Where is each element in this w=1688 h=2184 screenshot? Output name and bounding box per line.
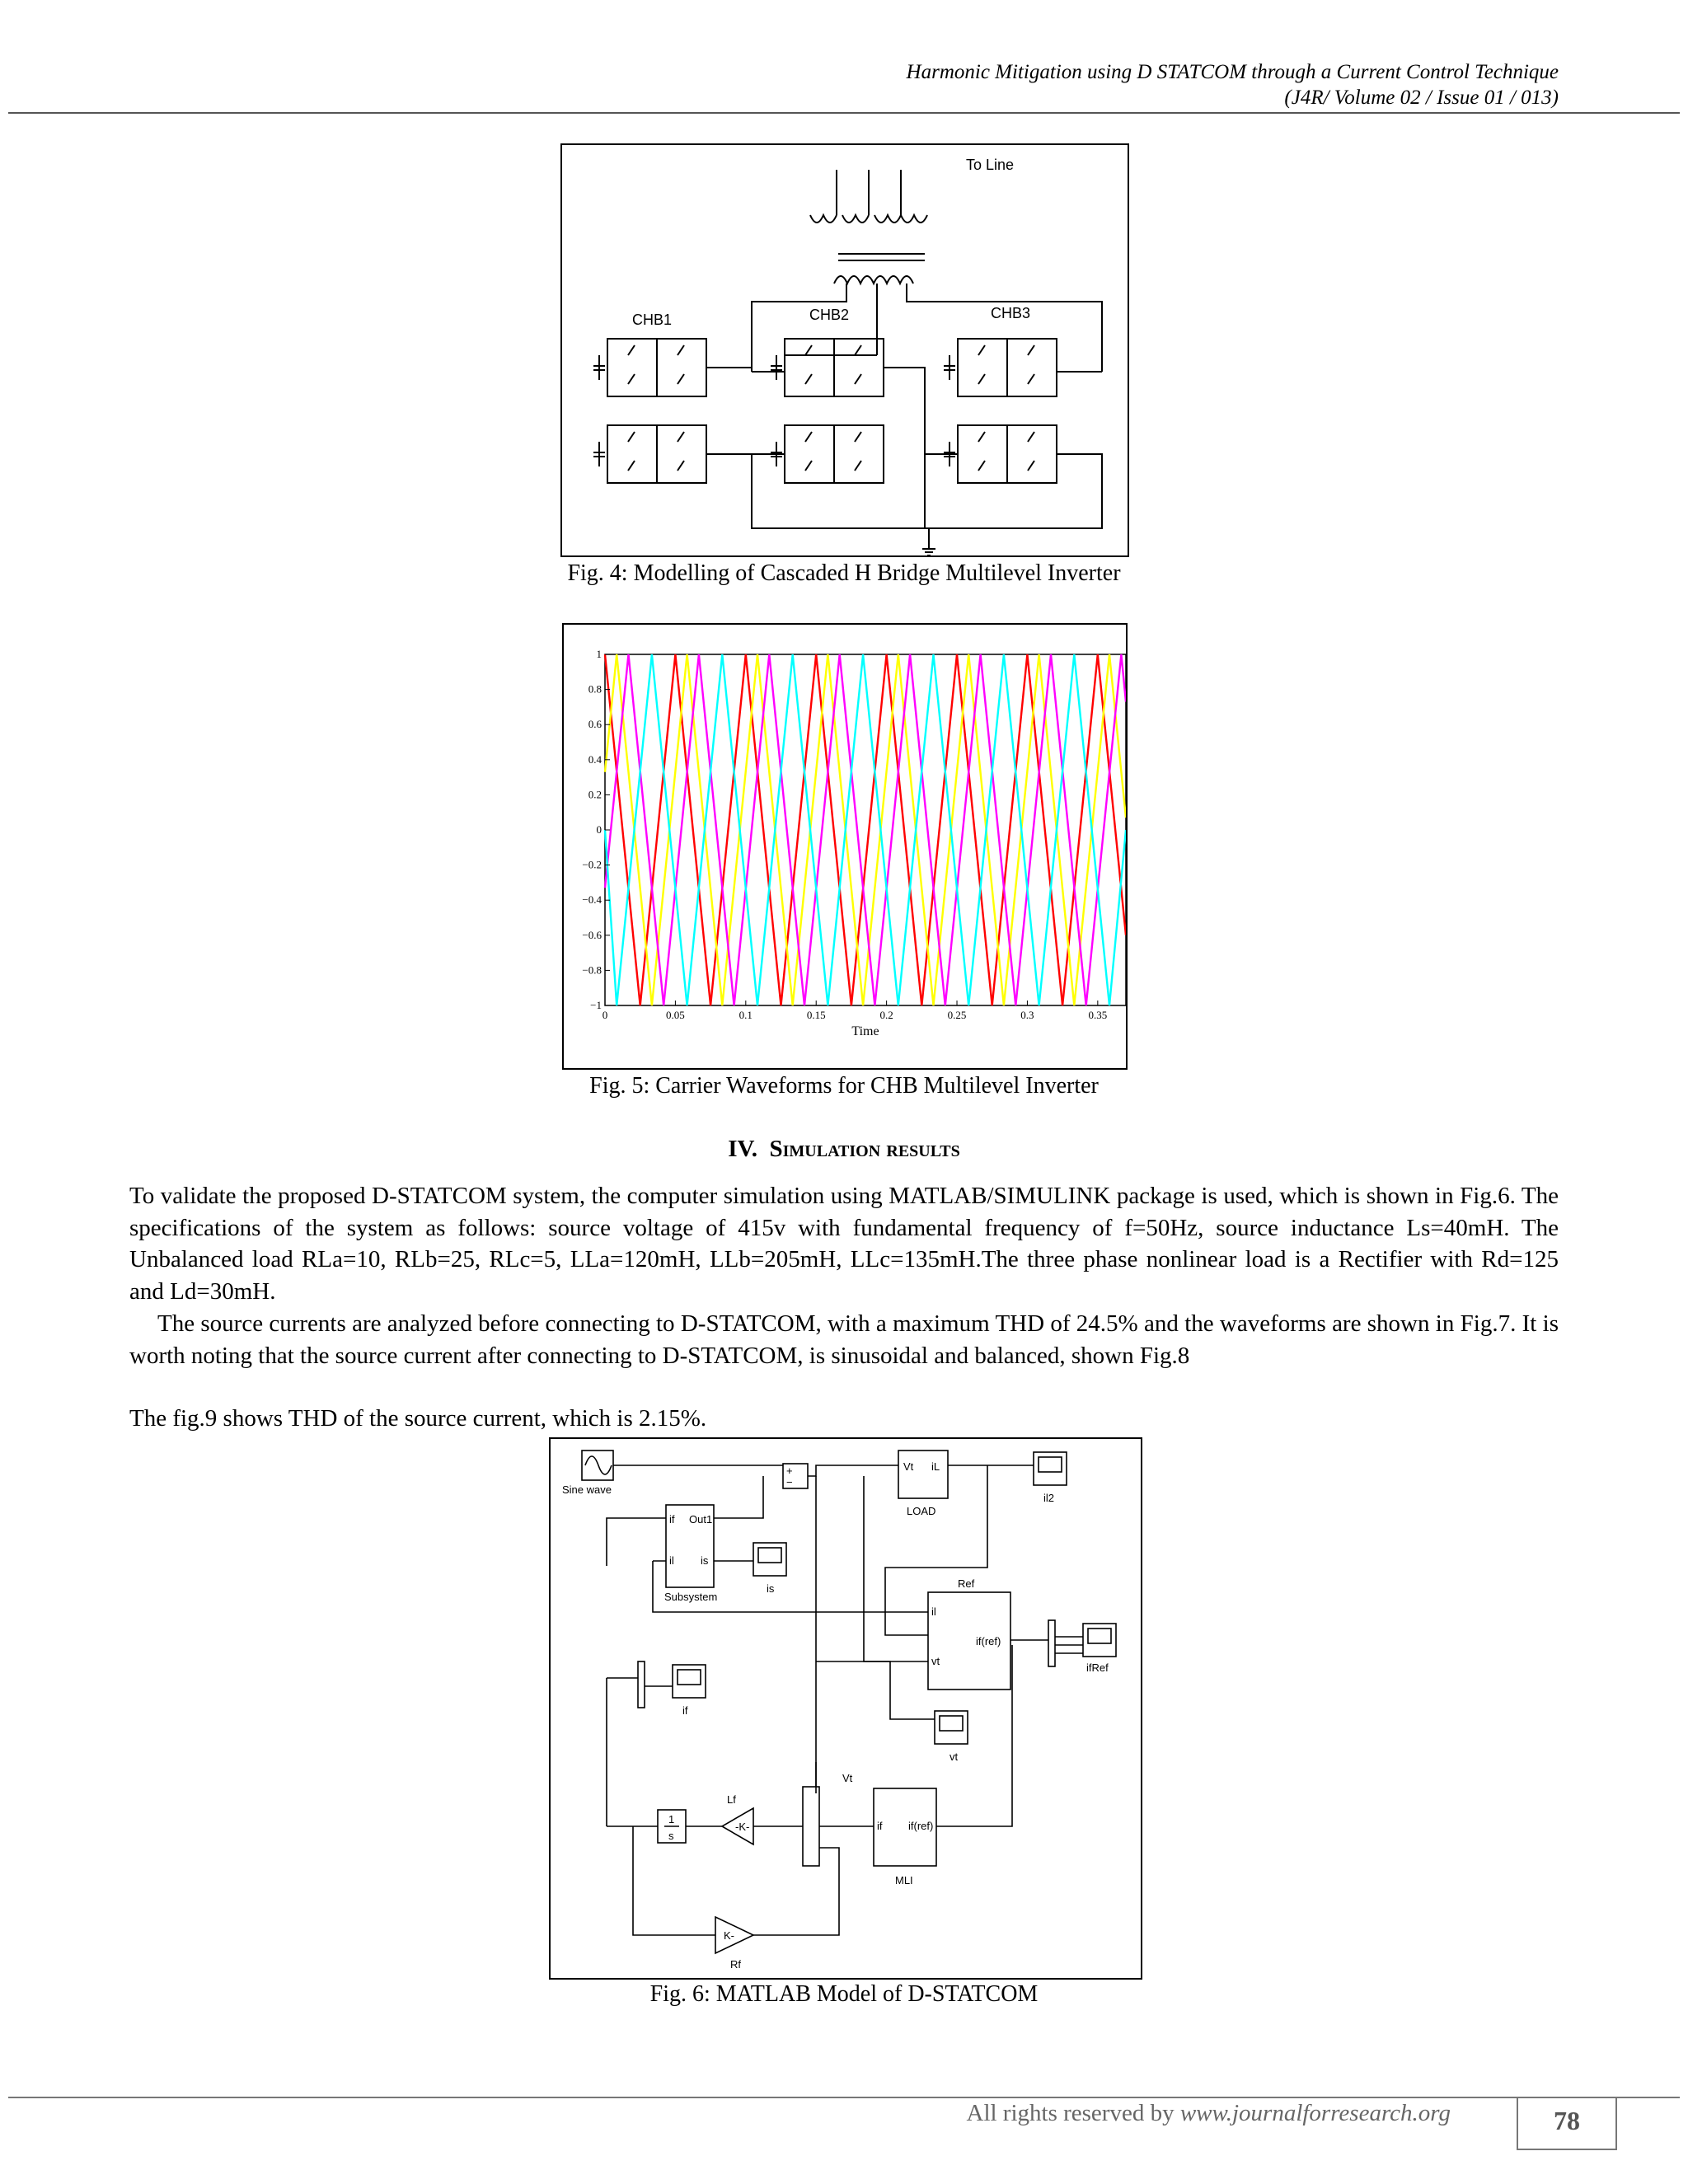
to-line-label: To Line [966, 157, 1015, 173]
subsystem-label: Subsystem [664, 1591, 718, 1603]
mli-label: MLI [895, 1874, 913, 1886]
ref-il-port: il [931, 1605, 936, 1618]
chb3-label: CHB3 [991, 305, 1031, 321]
sine-wave-label: Sine wave [562, 1483, 612, 1496]
footer-site-link[interactable]: www.journalforresearch.org [1179, 2100, 1451, 2126]
y-tick-label: −0.2 [582, 858, 602, 871]
x-tick-label: 0.1 [738, 1009, 753, 1021]
x-tick-label: 0.2 [879, 1009, 893, 1021]
is-scope-label: is [767, 1582, 775, 1595]
footer-rights [967, 2100, 1451, 2127]
ref-label: Ref [958, 1577, 975, 1590]
section-number: IV. [728, 1136, 757, 1162]
sum-plus: + [786, 1465, 793, 1477]
y-tick-label: −0.8 [582, 963, 602, 977]
section-title: Simulation results [769, 1136, 960, 1162]
figure-4-chb-inverter [560, 143, 1129, 557]
header-title: Harmonic Mitigation using D STATCOM through a Current Control Technique [906, 61, 1559, 83]
paragraph-3: The fig.9 shows THD of the source current, which is 2.15%. [129, 1405, 707, 1432]
simulink-diagram [551, 1439, 1141, 1978]
subsystem-out1-port: Out1 [689, 1513, 713, 1526]
fig5-caption: Fig. 5: Carrier Waveforms for CHB Multilevel Inverter [589, 1073, 1099, 1099]
if-scope-label: if [682, 1704, 688, 1717]
x-tick-label: 0 [602, 1009, 608, 1021]
lf-gain: -K- [735, 1821, 750, 1833]
x-tick-label: 0.25 [947, 1009, 967, 1021]
integrator-num: 1 [668, 1813, 675, 1825]
y-tick-label: −0.6 [582, 928, 602, 941]
rf-gain: K- [724, 1929, 734, 1942]
footer-rule [8, 2097, 1680, 2098]
ref-vt-port: vt [931, 1655, 940, 1667]
vt-scope-label: vt [950, 1750, 959, 1763]
header-issue: (J4R/ Volume 02 / Issue 01 / 013) [1284, 87, 1559, 109]
footer-prefix: All rights reserved by [966, 2100, 1180, 2126]
plot-area [605, 654, 1126, 1005]
paragraph-1: To validate the proposed D-STATCOM system, the computer simulation using MATLAB/SIMULINK package is used, which is shown in Fig.6. The specifications of the system as follows: source voltage of 415v with fundamental frequency of f=50Hz, source inductance Ls=40mH. The Unbalanced load RLa=10, RLb=25, RLc=5, LLa=120mH, LLb=205mH, LLc=135mH.The three phase nonlinear load is a Rectifier with Rd=125 and Ld=30mH. [129, 1183, 1559, 1305]
footer-tick [1614, 2097, 1680, 2098]
y-tick-label: 0 [596, 823, 602, 836]
integrator-den: s [668, 1830, 674, 1842]
sum-minus: − [786, 1476, 793, 1488]
vt-line-label: Vt [842, 1772, 853, 1784]
x-axis-label: Time [851, 1024, 879, 1038]
paragraph-2: The source currents are analyzed before connecting to D-STATCOM, with a maximum THD of 24.5% and the waveforms are shown in Fig.7. It is worth noting that the source current after connecting to D-STATCOM, is sinusoidal and balanced, shown Fig.8 [129, 1310, 1559, 1369]
ref-ifref-port: if(ref) [976, 1635, 1001, 1647]
il2-label: il2 [1043, 1492, 1055, 1504]
y-tick-label: −1 [590, 999, 602, 1011]
y-tick-label: −0.4 [582, 893, 602, 907]
fig6-caption: Fig. 6: MATLAB Model of D-STATCOM [649, 1981, 1039, 2007]
page-number: 78 [1517, 2097, 1617, 2150]
chb1-label: CHB1 [632, 312, 673, 328]
x-tick-label: 0.3 [1020, 1009, 1034, 1021]
x-tick-label: 0.15 [806, 1009, 826, 1021]
header-rule [8, 112, 1680, 114]
y-tick-label: 0.8 [588, 682, 602, 696]
mli-ifref-port: if(ref) [908, 1820, 934, 1832]
carrier-chart [564, 625, 1126, 1068]
y-tick-label: 0.4 [588, 752, 602, 766]
subsystem-il-port: il [669, 1554, 674, 1567]
load-il-port: iL [931, 1460, 940, 1473]
section-heading [0, 1136, 1688, 1163]
x-tick-label: 0.35 [1088, 1009, 1108, 1021]
chb-schematic [562, 145, 1128, 555]
chb2-label: CHB2 [809, 307, 850, 323]
y-tick-label: 0.2 [588, 788, 602, 801]
x-tick-label: 0.05 [666, 1009, 685, 1021]
fig4-caption: Fig. 4: Modelling of Cascaded H Bridge Multilevel Inverter [567, 560, 1121, 586]
figure-6-simulink-model [549, 1437, 1142, 1980]
subsystem-is-port: is [701, 1554, 709, 1567]
rf-label: Rf [730, 1958, 741, 1971]
y-tick-label: 1 [596, 648, 602, 660]
running-header [907, 59, 1559, 110]
mli-if-port: if [877, 1820, 883, 1832]
ifref-scope-label: ifRef [1086, 1661, 1109, 1674]
figure-5-carrier-waveforms [562, 623, 1128, 1070]
sine-wave-block [582, 1451, 613, 1480]
subsystem-if-port: if [669, 1513, 675, 1526]
lf-label: Lf [727, 1793, 736, 1806]
load-vt-port: Vt [903, 1460, 914, 1473]
load-label: LOAD [907, 1505, 936, 1517]
y-tick-label: 0.6 [588, 718, 602, 731]
